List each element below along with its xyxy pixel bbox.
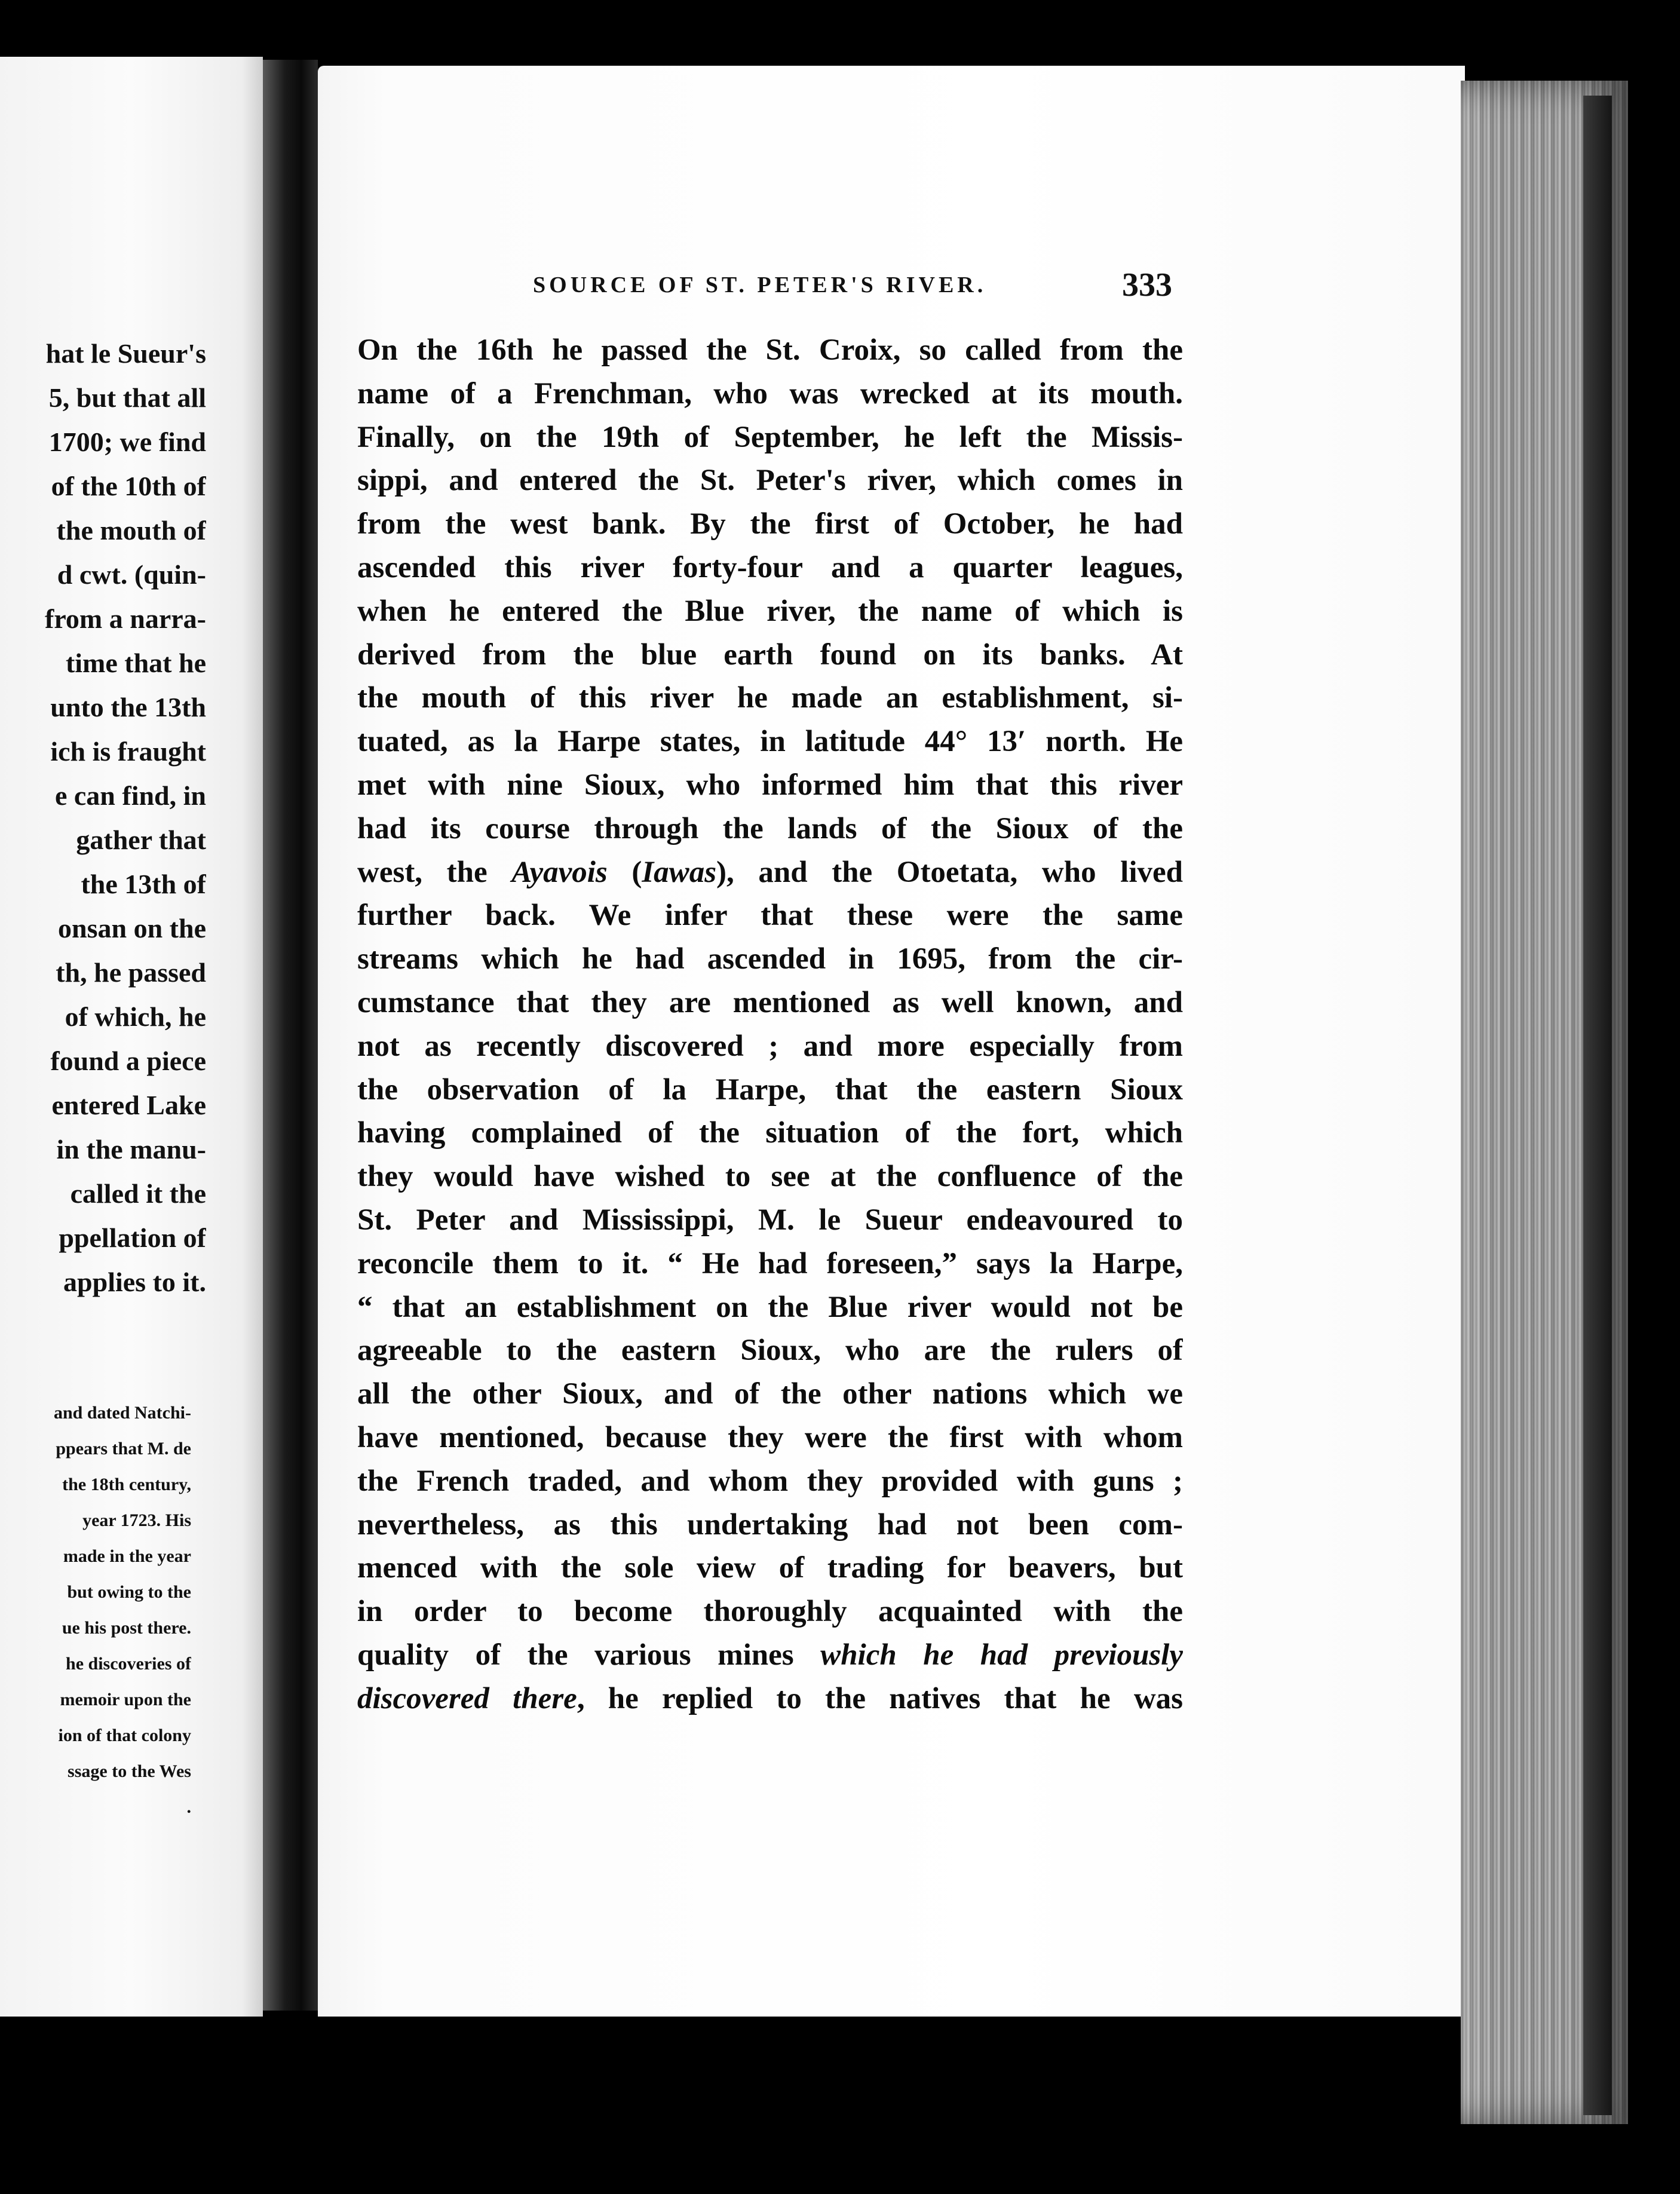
left-page-line: the mouth of — [56, 515, 206, 546]
text-segment: west, the — [357, 855, 512, 889]
text-segment: streams which he had ascended in 1695, from the cir- — [357, 942, 1183, 976]
text-line — [357, 1503, 1183, 1547]
page-number: 333 — [1122, 266, 1172, 304]
left-page-line: unto the 13th — [50, 692, 206, 722]
left-page-line: of which, he — [65, 1001, 206, 1032]
left-page-line: the 13th of — [81, 869, 206, 899]
text-line — [357, 1677, 1183, 1721]
book-gutter — [263, 60, 318, 2011]
left-page-line: onsan on the — [58, 913, 206, 943]
left-page-line: of the 10th of — [51, 471, 206, 501]
text-line — [357, 937, 1183, 981]
text-segment: , he replied to the natives that he was — [577, 1681, 1183, 1715]
text-line — [357, 676, 1183, 720]
text-line — [357, 1329, 1183, 1372]
left-page-note-line: . — [186, 1797, 191, 1817]
text-segment: agreeable to the eastern Sioux, who are the rulers of — [357, 1334, 1183, 1368]
left-page-note-line: year 1723. His — [82, 1510, 191, 1530]
text-line — [357, 633, 1183, 677]
left-page-line: ich is fraught — [50, 736, 206, 767]
text-segment: tuated, as la Harpe states, in latitude 44° 13′ north. He — [357, 725, 1183, 759]
text-line — [357, 1242, 1183, 1286]
text-line — [357, 1634, 1183, 1677]
left-page-note-line: ssage to the Wes — [68, 1761, 191, 1781]
left-page-note-line: ue his post there. — [62, 1618, 191, 1638]
fore-edge-shadow — [1583, 96, 1612, 2115]
left-page-line: e can find, in — [54, 780, 206, 811]
left-page-line: 1700; we find — [48, 427, 206, 457]
body-text — [357, 329, 1183, 1721]
text-segment: name of a Frenchman, who was wrecked at its mouth. — [357, 376, 1183, 410]
text-line — [357, 546, 1183, 590]
left-page-line: th, he passed — [56, 957, 206, 988]
text-segment: ascended this river forty-four and a quarter leagues, — [357, 550, 1183, 584]
italic-text: Iawas — [642, 855, 717, 889]
text-segment: they would have wished to see at the confluence of the — [357, 1160, 1183, 1194]
text-segment: met with nine Sioux, who informed him that this river — [357, 768, 1183, 802]
text-segment: further back. We infer that these were the same — [357, 899, 1183, 933]
text-segment: quality of the various mines — [357, 1638, 821, 1672]
text-line — [357, 1416, 1183, 1460]
left-page-line: found a piece — [50, 1046, 206, 1076]
text-line — [357, 720, 1183, 764]
text-line — [357, 1111, 1183, 1155]
text-segment: when he entered the Blue river, the name of which is — [357, 594, 1183, 628]
text-line — [357, 1460, 1183, 1503]
text-line — [357, 1068, 1183, 1112]
left-page-line: d cwt. (quin- — [57, 559, 206, 590]
left-page-footnotes — [0, 1395, 191, 1825]
text-segment: Finally, on the 19th of September, he left the Missis- — [357, 420, 1183, 454]
text-line — [357, 459, 1183, 502]
text-segment: had its course through the lands of the Sioux of the — [357, 811, 1183, 845]
running-head: SOURCE OF ST. PETER'S RIVER. — [533, 272, 987, 298]
left-page-line: in the manu- — [56, 1134, 206, 1165]
left-page-line: hat le Sueur's — [45, 338, 206, 369]
text-line — [357, 502, 1183, 546]
italic-text: which he had previously — [820, 1638, 1183, 1672]
text-segment: all the other Sioux, and of the other nations which we — [357, 1377, 1183, 1411]
left-page-line: ppellation of — [59, 1222, 206, 1253]
text-line — [357, 1199, 1183, 1242]
left-page-line: called it the — [70, 1178, 206, 1209]
left-page-line: from a narra- — [45, 603, 206, 634]
text-segment: in order to become thoroughly acquainted with the — [357, 1595, 1183, 1629]
text-line — [357, 1372, 1183, 1416]
text-segment: ), and the Otoetata, who lived — [716, 855, 1183, 889]
text-line — [357, 1286, 1183, 1329]
left-page-note-line: ppears that M. de — [56, 1439, 191, 1458]
text-line — [357, 894, 1183, 937]
left-page-note-line: but owing to the — [67, 1582, 191, 1602]
text-line — [357, 1155, 1183, 1199]
text-segment: from the west bank. By the first of October, he had — [357, 507, 1183, 541]
text-line — [357, 1546, 1183, 1590]
text-segment: St. Peter and Mississippi, M. le Sueur endeavoured to — [357, 1203, 1183, 1237]
left-page-note-line: ion of that colony — [58, 1726, 191, 1745]
text-line — [357, 590, 1183, 633]
text-line — [357, 1025, 1183, 1068]
text-line — [357, 372, 1183, 416]
left-page-note-line: memoir upon the — [60, 1690, 191, 1709]
italic-text: discovered there — [357, 1681, 577, 1715]
left-page-line: time that he — [65, 648, 206, 678]
left-page-line: applies to it. — [63, 1267, 206, 1297]
left-page-note-line: he discoveries of — [66, 1654, 191, 1674]
left-page-line: entered Lake — [51, 1090, 206, 1120]
text-segment: not as recently discovered ; and more especially from — [357, 1029, 1183, 1063]
text-segment: the mouth of this river he made an establishment, si- — [357, 681, 1183, 715]
italic-text: Ayavois — [511, 855, 608, 889]
text-line — [357, 851, 1183, 894]
text-segment: derived from the blue earth found on its banks. At — [357, 638, 1183, 672]
text-line — [357, 329, 1183, 372]
left-page-body — [0, 332, 206, 1304]
left-facing-page — [0, 57, 263, 2017]
text-line — [357, 1590, 1183, 1634]
text-segment: reconcile them to it. “ He had foreseen,” says la Harpe, — [357, 1246, 1183, 1280]
text-line — [357, 764, 1183, 807]
text-segment: ( — [607, 855, 642, 889]
left-page-note-line: and dated Natchi- — [53, 1403, 191, 1423]
text-segment: having complained of the situation of the fort, which — [357, 1116, 1183, 1150]
text-segment: cumstance that they are mentioned as well known, and — [357, 985, 1183, 1019]
text-segment: have mentioned, because they were the first with whom — [357, 1420, 1183, 1454]
left-page-line: gather that — [76, 825, 206, 855]
text-line — [357, 981, 1183, 1025]
text-segment: “ that an establishment on the Blue river would not be — [357, 1290, 1183, 1324]
text-segment: On the 16th he passed the St. Croix, so called from the — [357, 333, 1183, 367]
text-segment: menced with the sole view of trading for beavers, but — [357, 1551, 1183, 1585]
text-line — [357, 807, 1183, 851]
text-segment: sippi, and entered the St. Peter's river, which comes in — [357, 464, 1183, 498]
left-page-line: 5, but that all — [48, 382, 206, 413]
left-page-note-line: the 18th century, — [62, 1475, 191, 1494]
text-segment: the French traded, and whom they provided with guns ; — [357, 1464, 1183, 1498]
text-segment: the observation of la Harpe, that the eastern Sioux — [357, 1073, 1183, 1107]
text-line — [357, 416, 1183, 459]
left-page-note-line: made in the year — [63, 1546, 191, 1566]
text-segment: nevertheless, as this undertaking had not been com- — [357, 1507, 1183, 1542]
